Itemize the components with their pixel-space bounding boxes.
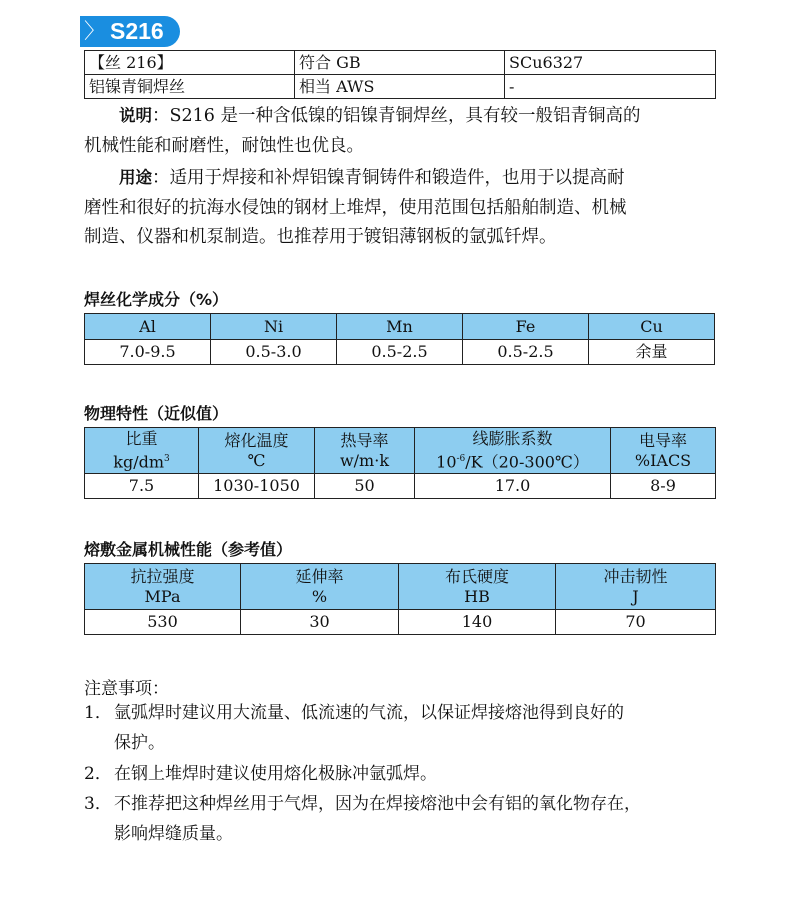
- header-name: 热导率: [340, 430, 389, 450]
- usage-label: 用途: [119, 168, 152, 187]
- note-item: [84, 789, 724, 849]
- usage-line: ：适用于焊接和补焊铝镍青铜铸件和锻造件，也用于以提高耐: [152, 168, 625, 188]
- column-header: [611, 428, 716, 474]
- description-paragraph: [84, 101, 724, 161]
- header-unit: HB: [464, 586, 490, 606]
- header-name: 冲击韧性: [603, 566, 668, 586]
- header-unit: %: [311, 586, 328, 606]
- header-unit: %IACS: [634, 450, 692, 470]
- table-cell: 7.0-9.5: [85, 340, 211, 365]
- column-header: [415, 428, 611, 474]
- header-unit: J: [632, 586, 639, 606]
- column-header: [85, 564, 241, 610]
- usage-line: 制造、仪器和机泵制造。也推荐用于镀铝薄钢板的氩弧钎焊。: [84, 227, 557, 247]
- table-cell: 30: [241, 610, 399, 635]
- table-cell: 余量: [589, 340, 715, 365]
- note-text: 保护。: [114, 733, 165, 753]
- table-cell: 8-9: [611, 474, 716, 499]
- product-code-tag: [80, 16, 180, 47]
- table-row: [85, 340, 715, 365]
- header-name: 电导率: [638, 430, 687, 450]
- table-header-row: [85, 564, 716, 610]
- notes-title: 注意事项：: [84, 679, 169, 699]
- physical-table: [84, 427, 716, 499]
- header-unit: MPa: [144, 586, 181, 606]
- note-number: 3．: [84, 794, 112, 814]
- column-header: [241, 564, 399, 610]
- column-header: Mn: [337, 314, 463, 340]
- header-unit: $kg/dm^3$: [113, 452, 170, 472]
- product-name: 【丝 216】: [85, 51, 295, 75]
- column-header: Ni: [211, 314, 337, 340]
- note-text: 在钢上堆焊时建议使用熔化极脉冲氩弧焊。: [114, 764, 437, 784]
- column-header: [315, 428, 415, 474]
- table-row: [85, 75, 716, 99]
- usage-line: 磨性和很好的抗海水侵蚀的钢材上堆焊，使用范围包括船舶制造、机械: [84, 197, 627, 218]
- table-cell: 50: [315, 474, 415, 499]
- note-item: [84, 698, 724, 758]
- column-header: [556, 564, 716, 610]
- column-header: [85, 428, 199, 474]
- note-number: 2．: [84, 764, 112, 784]
- header-unit: $10^{-6}/K(20-300℃)$: [436, 452, 589, 472]
- table-cell: 70: [556, 610, 716, 635]
- note-text: 影响焊缝质量。: [114, 824, 233, 844]
- product-code: S216: [110, 18, 164, 44]
- gb-label: 符合 GB: [295, 51, 505, 75]
- description-label: 说明: [119, 106, 152, 125]
- description-line: ：S216 是一种含低镍的铝镍青铜焊丝，具有较一般铝青铜高的: [152, 106, 641, 126]
- table-cell: 140: [399, 610, 556, 635]
- table-row: [85, 51, 716, 75]
- table-header-row: [85, 314, 715, 340]
- header-name: 熔化温度: [224, 430, 289, 450]
- note-text: 氩弧焊时建议用大流量、低流速的气流，以保证焊接熔池得到良好的: [114, 703, 624, 723]
- column-header: Cu: [589, 314, 715, 340]
- aws-value: -: [505, 75, 716, 99]
- table-cell: 1030-1050: [199, 474, 315, 499]
- header-name: 线膨胀系数: [472, 428, 553, 448]
- table-row: [85, 474, 716, 499]
- table-header-row: [85, 428, 716, 474]
- column-header: [199, 428, 315, 474]
- header-name: 延伸率: [295, 566, 344, 586]
- composition-table: [84, 313, 715, 365]
- table-cell: 7.5: [85, 474, 199, 499]
- table-row: [85, 610, 716, 635]
- table-cell: 0.5-3.0: [211, 340, 337, 365]
- table-cell: 0.5-2.5: [463, 340, 589, 365]
- header-name: 抗拉强度: [130, 566, 195, 586]
- composition-title: 焊丝化学成分（%）: [84, 290, 229, 309]
- table-cell: 0.5-2.5: [337, 340, 463, 365]
- note-item: [84, 759, 724, 789]
- header-unit: ℃: [247, 450, 266, 470]
- note-number: 1．: [84, 703, 112, 723]
- chevron-right-icon: 〉: [84, 19, 105, 43]
- mechanical-title: 熔敷金属机械性能（参考值）: [84, 540, 293, 559]
- note-text: 不推荐把这种焊丝用于气焊，因为在焊接熔池中会有铝的氧化物存在，: [114, 794, 641, 814]
- header-name: 布氏硬度: [444, 566, 509, 586]
- table-cell: 17.0: [415, 474, 611, 499]
- physical-title: 物理特性（近似值）: [84, 404, 229, 423]
- column-header: Al: [85, 314, 211, 340]
- usage-paragraph: [84, 163, 724, 253]
- table-cell: 530: [85, 610, 241, 635]
- column-header: Fe: [463, 314, 589, 340]
- product-type: 铝镍青铜焊丝: [85, 75, 295, 99]
- column-header: [399, 564, 556, 610]
- header-name: 比重: [125, 428, 158, 448]
- mechanical-table: [84, 563, 716, 635]
- gb-value: SCu6327: [505, 51, 716, 75]
- aws-label: 相当 AWS: [295, 75, 505, 99]
- header-unit: w/m·k: [339, 450, 390, 470]
- product-info-table: [84, 50, 716, 99]
- description-line: 机械性能和耐磨性，耐蚀性也优良。: [84, 135, 364, 156]
